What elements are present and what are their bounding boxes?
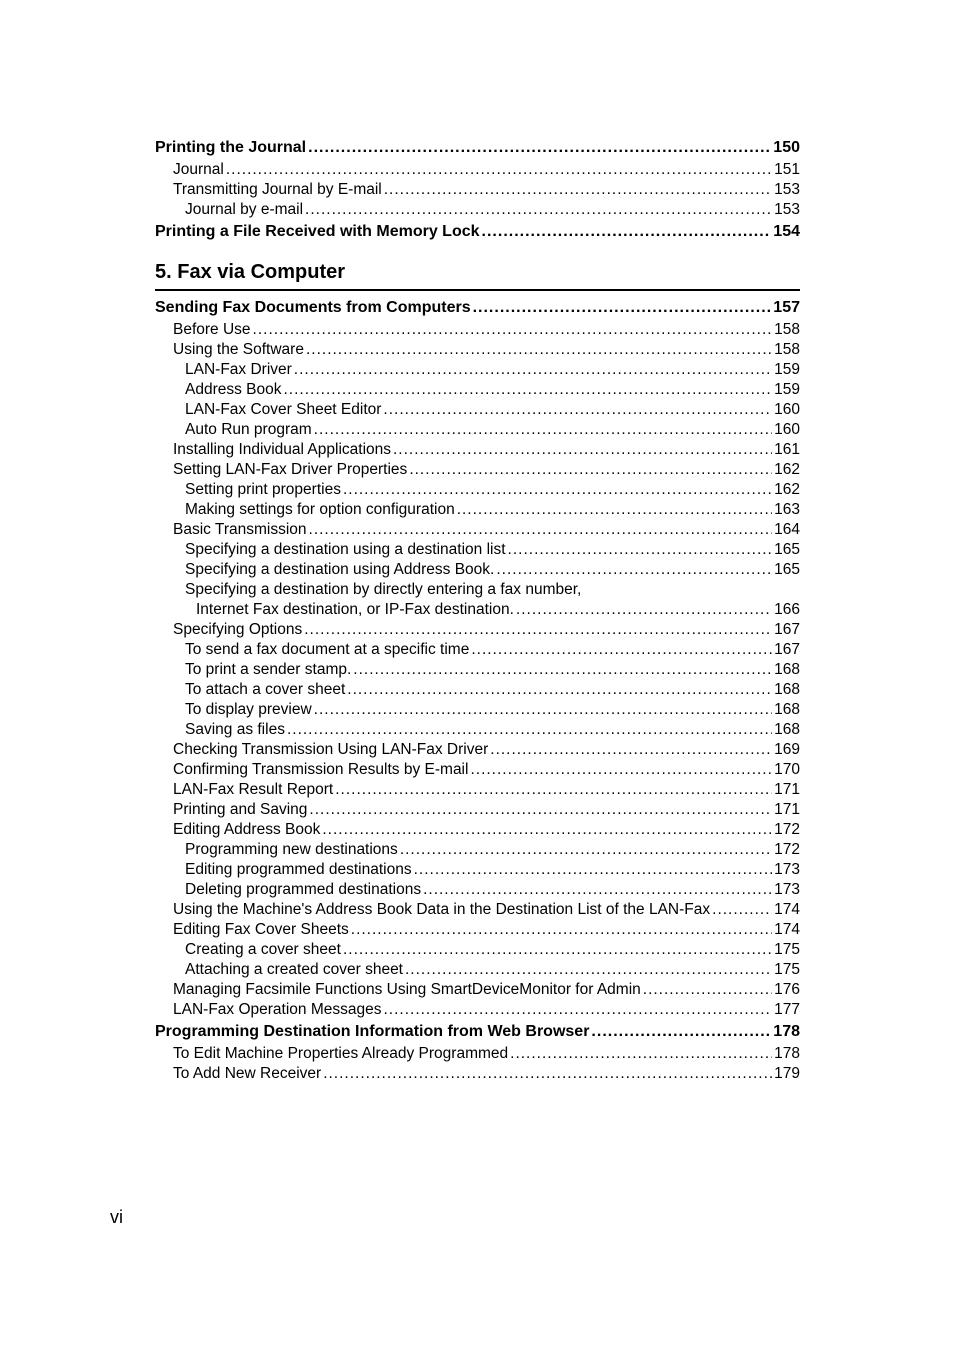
- toc-leader-dots: [309, 800, 772, 820]
- toc-entry-page: 167: [774, 621, 800, 638]
- toc-leader-dots: [308, 136, 771, 160]
- toc-entry: [155, 560, 800, 580]
- toc-leader-dots: [304, 620, 772, 640]
- toc-entry-page: 162: [774, 461, 800, 478]
- toc-entry-title: Journal by e-mail: [185, 201, 304, 218]
- toc-entry: [155, 160, 800, 180]
- toc-leader-dots: [516, 600, 772, 620]
- toc-entry-page: 165: [774, 561, 800, 578]
- toc-entry-title: LAN-Fax Driver: [185, 361, 292, 378]
- toc-entry-page: 157: [773, 299, 800, 316]
- toc-chapter-section: [155, 296, 800, 1084]
- toc-entry-page: 158: [774, 341, 800, 358]
- toc-entry-page: 174: [774, 921, 800, 938]
- toc-leader-dots: [305, 200, 772, 220]
- toc-entry-title: To display preview: [185, 701, 312, 718]
- toc-entry-title: Saving as files: [185, 721, 285, 738]
- toc-entry-title: LAN-Fax Result Report: [173, 781, 334, 798]
- toc-entry: [155, 1000, 800, 1020]
- toc-leader-dots: [471, 640, 772, 660]
- toc-entry: [155, 1020, 800, 1044]
- toc-entry: [155, 860, 800, 880]
- toc-entry-title: Programming Destination Information from Web Browser: [155, 1023, 590, 1040]
- toc-leader-dots: [226, 160, 772, 180]
- toc-leader-dots: [351, 920, 772, 940]
- toc-entry: [155, 360, 800, 380]
- toc-entry: [155, 900, 800, 920]
- toc-leader-dots: [353, 660, 772, 680]
- page-number: vi: [110, 1207, 123, 1227]
- toc-entry-title: Printing a File Received with Memory Lock: [155, 223, 480, 240]
- toc-entry-page: 168: [774, 661, 800, 678]
- toc-entry-page: 159: [774, 361, 800, 378]
- toc-leader-dots: [510, 1044, 772, 1064]
- toc-leader-dots: [384, 180, 772, 200]
- toc-entry-title: Printing and Saving: [173, 801, 308, 818]
- toc-entry: [155, 820, 800, 840]
- toc-entry-page: 153: [774, 201, 800, 218]
- toc-entry: [155, 340, 800, 360]
- toc-leader-dots: [383, 1000, 772, 1020]
- toc-entry-page: 154: [773, 223, 800, 240]
- toc-entry: [155, 296, 800, 320]
- toc-leader-dots: [482, 220, 772, 244]
- toc-entry-title: Creating a cover sheet: [185, 941, 341, 958]
- toc-leader-dots: [294, 360, 772, 380]
- toc-entry: [155, 640, 800, 660]
- toc-leader-dots: [343, 940, 772, 960]
- toc-leader-dots: [347, 680, 772, 700]
- toc-entry-title: Specifying Options: [173, 621, 303, 638]
- toc-entry-page: 173: [774, 861, 800, 878]
- toc-entry: [155, 880, 800, 900]
- toc-entry-title: Managing Facsimile Functions Using SmartDeviceMonitor for Admin: [173, 981, 641, 998]
- toc-leader-dots: [314, 420, 772, 440]
- toc-leader-dots: [322, 820, 772, 840]
- toc-entry-page: 150: [773, 139, 800, 156]
- toc-entry: [155, 500, 800, 520]
- toc-entry-page: 175: [774, 961, 800, 978]
- toc-entry-title: Internet Fax destination, or IP-Fax destination.: [196, 601, 514, 618]
- toc-entry: [155, 620, 800, 640]
- toc-entry: [155, 180, 800, 200]
- toc-entry-title: Printing the Journal: [155, 139, 307, 156]
- toc-entry-page: 172: [774, 841, 800, 858]
- toc-entry: [155, 520, 800, 540]
- toc-entry-page: 164: [774, 521, 800, 538]
- toc-entry-page: 171: [774, 801, 800, 818]
- toc-entry-title: Auto Run program: [185, 421, 312, 438]
- toc-entry-title: LAN-Fax Cover Sheet Editor: [185, 401, 382, 418]
- toc-entry-title: Confirming Transmission Results by E-mail: [173, 761, 469, 778]
- toc-entry-page: 165: [774, 541, 800, 558]
- toc-entry-page: 160: [774, 421, 800, 438]
- toc-entry-title: Transmitting Journal by E-mail: [173, 181, 382, 198]
- toc-entry-title: Before Use: [173, 321, 251, 338]
- toc-entry-title: Making settings for option configuration: [185, 501, 455, 518]
- toc-entry: [155, 760, 800, 780]
- toc-entry: [155, 1044, 800, 1064]
- toc-leader-dots: [287, 720, 772, 740]
- toc-entry-title: LAN-Fax Operation Messages: [173, 1001, 382, 1018]
- toc-entry-page: 179: [774, 1065, 800, 1082]
- toc-entry-page: 171: [774, 781, 800, 798]
- toc-entry: [155, 440, 800, 460]
- chapter-rule: [155, 289, 800, 291]
- toc-entry-page: 168: [774, 721, 800, 738]
- toc-entry-title: To send a fax document at a specific time: [185, 641, 470, 658]
- toc-entry: [155, 220, 800, 244]
- toc-leader-dots: [400, 840, 772, 860]
- toc-entry-title: Checking Transmission Using LAN-Fax Driver: [173, 741, 489, 758]
- toc-entry-title: Deleting programmed destinations: [185, 881, 422, 898]
- toc-leader-dots: [490, 740, 772, 760]
- toc-entry: [155, 960, 800, 980]
- toc-entry-title: Installing Individual Applications: [173, 441, 391, 458]
- toc-leader-dots: [383, 400, 772, 420]
- toc-entry-title: Using the Machine's Address Book Data in the Destination List of the LAN-Fax: [173, 901, 711, 918]
- toc-entry: [155, 700, 800, 720]
- toc-entry-page: 151: [774, 161, 800, 178]
- toc-entry-title: Basic Transmission: [173, 521, 307, 538]
- toc-entry: [155, 460, 800, 480]
- toc-entry-page: 175: [774, 941, 800, 958]
- toc-entry: [155, 840, 800, 860]
- toc-entry-page: 176: [774, 981, 800, 998]
- toc-entry-page: 178: [774, 1045, 800, 1062]
- toc-leader-dots: [457, 500, 772, 520]
- toc-entry: [155, 940, 800, 960]
- toc-entry-title: Specifying a destination using a destination list: [185, 541, 506, 558]
- toc-leader-dots: [393, 440, 772, 460]
- toc-entry-page: 159: [774, 381, 800, 398]
- toc-entry-title: To attach a cover sheet: [185, 681, 346, 698]
- toc-entry-page: 158: [774, 321, 800, 338]
- toc-entry: [155, 136, 800, 160]
- toc-entry-page: 177: [774, 1001, 800, 1018]
- toc-entry-page: 169: [774, 741, 800, 758]
- toc-entry: [155, 720, 800, 740]
- toc-entry-title: Editing programmed destinations: [185, 861, 412, 878]
- toc-leader-dots: [591, 1020, 771, 1044]
- toc-entry-page: 174: [774, 901, 800, 918]
- toc-entry-page: 168: [774, 681, 800, 698]
- toc-entry-title: To print a sender stamp.: [185, 661, 352, 678]
- toc-entry-title: Setting print properties: [185, 481, 341, 498]
- toc-entry: [155, 380, 800, 400]
- toc-leader-dots: [253, 320, 773, 340]
- toc-entry: [155, 660, 800, 680]
- toc-entry-page: 168: [774, 701, 800, 718]
- toc-entry-title: To Edit Machine Properties Already Programmed: [173, 1045, 509, 1062]
- toc-entry: [155, 600, 800, 620]
- toc-entry-title: Specifying a destination using Address Book.: [185, 561, 495, 578]
- toc-leader-dots: [323, 1064, 772, 1084]
- toc-entry-page: 167: [774, 641, 800, 658]
- toc-entry: [155, 420, 800, 440]
- toc-leader-dots: [508, 540, 773, 560]
- toc-entry: [155, 400, 800, 420]
- toc-entry: [155, 200, 800, 220]
- toc-leader-dots: [335, 780, 772, 800]
- toc-entry-title: Journal: [173, 161, 224, 178]
- toc-entry-title: Editing Fax Cover Sheets: [173, 921, 349, 938]
- toc-entry: [155, 320, 800, 340]
- toc-leader-dots: [306, 340, 772, 360]
- chapter-title: 5. Fax via Computer: [155, 261, 346, 283]
- toc-entry: [155, 480, 800, 500]
- toc-entry: [155, 680, 800, 700]
- toc-entry-title: Attaching a created cover sheet: [185, 961, 403, 978]
- toc-entry-page: 166: [774, 601, 800, 618]
- toc-entry-title: Editing Address Book: [173, 821, 321, 838]
- toc-leader-dots: [473, 296, 772, 320]
- toc-entry: [155, 1064, 800, 1084]
- toc-entry-title: To Add New Receiver: [173, 1065, 322, 1082]
- toc-entry-page: 172: [774, 821, 800, 838]
- toc-leader-dots: [712, 900, 772, 920]
- toc-entry-page: 160: [774, 401, 800, 418]
- toc-entry-page: 178: [773, 1023, 800, 1040]
- chapter-heading: [155, 257, 800, 291]
- toc-leader-dots: [314, 700, 772, 720]
- toc-entry-title: Using the Software: [173, 341, 304, 358]
- toc-entry: [155, 980, 800, 1000]
- toc-entry: [155, 580, 800, 600]
- toc-entry-title: Address Book: [185, 381, 282, 398]
- toc-leader-dots: [284, 380, 773, 400]
- toc-entry-title: Sending Fax Documents from Computers: [155, 299, 471, 316]
- toc-entry: [155, 740, 800, 760]
- toc-leader-dots: [414, 860, 773, 880]
- toc-entry: [155, 540, 800, 560]
- toc-entry-page: 173: [774, 881, 800, 898]
- toc-leader-dots: [405, 960, 772, 980]
- toc-top-section: [155, 136, 800, 244]
- toc-entry-page: 153: [774, 181, 800, 198]
- toc-leader-dots: [470, 760, 772, 780]
- toc-entry: [155, 800, 800, 820]
- toc-entry-title: Specifying a destination by directly entering a fax number,: [185, 581, 582, 598]
- toc-entry-page: 161: [774, 441, 800, 458]
- toc-entry-title: Setting LAN-Fax Driver Properties: [173, 461, 408, 478]
- toc-entry: [155, 780, 800, 800]
- toc-entry: [155, 920, 800, 940]
- toc-entry-title: Programming new destinations: [185, 841, 398, 858]
- toc-leader-dots: [409, 460, 772, 480]
- toc-leader-dots: [643, 980, 772, 1000]
- toc-leader-dots: [343, 480, 772, 500]
- toc-leader-dots: [423, 880, 772, 900]
- toc-entry-page: 163: [774, 501, 800, 518]
- toc-leader-dots: [309, 520, 773, 540]
- toc-entry-page: 162: [774, 481, 800, 498]
- toc-entry-page: 170: [774, 761, 800, 778]
- toc-leader-dots: [496, 560, 772, 580]
